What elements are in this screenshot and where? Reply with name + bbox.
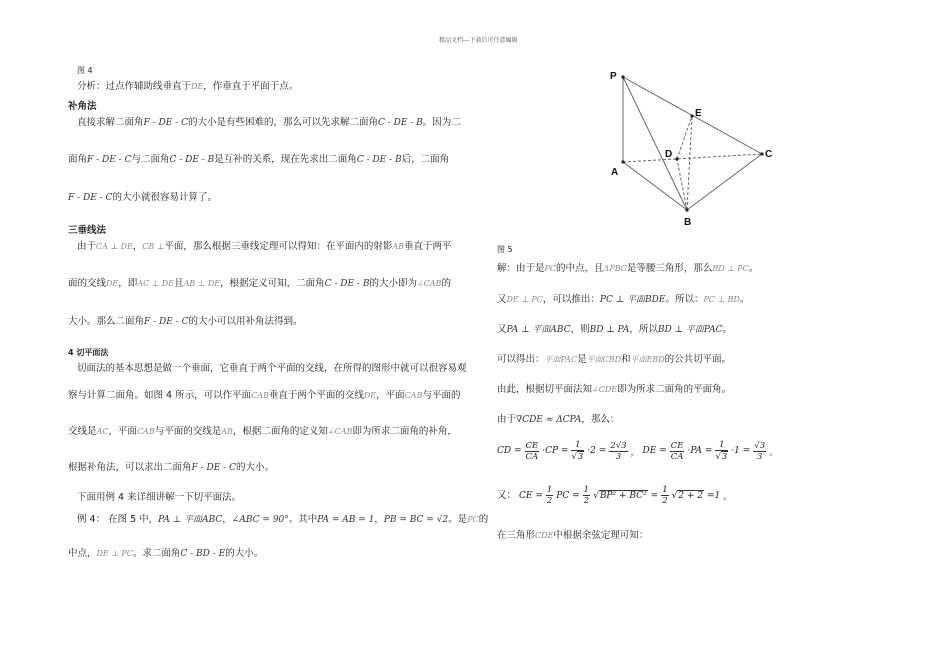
eq-text: ， — [630, 447, 640, 458]
math: 平面CBD — [586, 355, 621, 364]
math: C - DE - B — [324, 279, 370, 289]
solution-line-5 — [497, 383, 731, 396]
math: 平面PAC — [544, 355, 578, 364]
text: 后，二面角 — [401, 154, 450, 165]
math: DE ⊥ PC — [506, 295, 543, 304]
eq-text: PC = — [556, 490, 580, 501]
text: 由于 — [497, 414, 517, 425]
text: 即为所求二面角的补角， — [352, 426, 457, 437]
text: ，根据二面角的定义知 — [232, 426, 328, 437]
math: 平面EBD — [630, 355, 665, 364]
math: CDE — [535, 531, 554, 540]
text: 的公共切平面。 — [664, 354, 732, 365]
eq-text: DE = — [642, 446, 667, 456]
text: 例 4： 在图 5 中， — [77, 514, 159, 525]
point-C — [760, 152, 763, 155]
math: C - DE - B — [377, 118, 423, 128]
text: 由此，根据切平面法知 — [497, 384, 593, 395]
example-4-line-1 — [77, 513, 488, 527]
label-A: A — [611, 167, 619, 178]
text: 。 — [748, 263, 759, 274]
math: PC — [544, 264, 557, 273]
text: 与二面角 — [131, 154, 170, 165]
sqrt: BP² + BC² — [599, 491, 647, 501]
text: 的大小就很容易计算了。 — [112, 192, 217, 203]
numerator: 1 — [583, 485, 590, 495]
section-heading-sanchui: 三垂线法 — [68, 225, 107, 236]
math: PC ⊥ BD — [703, 295, 740, 304]
denominator: 2 — [546, 496, 553, 506]
edge-AB — [623, 162, 687, 210]
sqrt-expr: √2 + 2 — [671, 491, 704, 501]
text: 垂直于两平 — [404, 241, 452, 252]
eq-text: ， — [723, 492, 733, 502]
text: 大小。那么二面角 — [68, 316, 145, 327]
text: 。求二面角 — [132, 548, 181, 559]
math: BD ⊥ 平面PAC — [657, 325, 723, 335]
math: AC — [96, 427, 109, 436]
text: 又 — [497, 294, 507, 305]
fraction — [571, 440, 584, 462]
qie-line-1: 切面法的基本思想是做一个垂面，它垂直于两个平面的交线，在所得的图形中就可以很容易观 — [77, 363, 467, 374]
point-B — [685, 208, 688, 211]
denominator: √3 — [715, 452, 728, 462]
text: 。 — [739, 294, 750, 305]
text: ，则 — [570, 324, 590, 335]
eq-text: ·2 = — [587, 446, 607, 456]
math: F - DE - C — [143, 118, 188, 128]
numerator: 1 — [546, 485, 553, 495]
numerator: CE — [525, 440, 539, 451]
text: 的大小。 — [235, 462, 274, 473]
denominator: √3 — [571, 452, 584, 462]
text: 又 — [497, 324, 507, 335]
math: PA ⊥ 平面ABC — [506, 325, 571, 335]
math: AB — [392, 242, 405, 251]
text: ，所以 — [629, 324, 658, 335]
label-E: E — [695, 108, 702, 119]
text: 平面，那么根据三垂线定理可以得知：在平面内的射影 — [164, 241, 393, 252]
example-intro: 下面用例 4 来详细讲解一下切平面法。 — [77, 492, 242, 503]
math: AB ⊥ DE — [183, 279, 221, 288]
fraction — [670, 441, 685, 462]
point-P — [621, 75, 624, 78]
fraction — [546, 485, 553, 506]
qie-line-4 — [68, 461, 274, 475]
text: 和 — [621, 354, 631, 365]
text: 面角 — [68, 154, 88, 165]
denominator: 3 — [757, 451, 763, 462]
sanchui-line-1 — [77, 240, 452, 253]
text: 由于 — [77, 241, 97, 252]
label-D: D — [665, 149, 673, 160]
text: 的大小即为 — [369, 278, 417, 289]
math: ∠CAB — [416, 279, 442, 288]
text: 。是 — [448, 514, 468, 525]
qie-line-3 — [68, 425, 457, 438]
edge-AC — [623, 154, 762, 162]
text: 的大小是有些困难的，那么可以先求解二面角 — [187, 117, 378, 128]
analysis-line — [77, 80, 298, 93]
math: AB — [221, 427, 233, 436]
math: ∠ABC = 90° — [231, 515, 289, 525]
sqrt: 3 — [577, 452, 584, 462]
fraction — [661, 485, 668, 506]
math: BD ⊥ PC — [712, 264, 749, 273]
text: 面的交线 — [68, 278, 107, 289]
denominator: 2 — [583, 496, 590, 506]
figure-4-caption: 图 4 — [77, 66, 93, 75]
solution-line-7 — [497, 529, 648, 542]
sanchui-line-2 — [68, 277, 451, 291]
text: ，那么： — [581, 414, 620, 425]
text: 的中点，且 — [556, 263, 604, 274]
numerator: CE — [670, 440, 684, 451]
figure-5-caption: 图 5 — [497, 245, 513, 254]
eq-text: ·CP = — [542, 446, 569, 456]
math: AC ⊥ DE — [137, 279, 175, 288]
numerator: 1 — [571, 440, 584, 451]
math: ∠CDE — [592, 385, 618, 394]
fraction — [715, 440, 728, 462]
math: C - DE - B — [169, 155, 215, 165]
fraction — [609, 441, 627, 462]
label-B: B — [684, 217, 692, 228]
text: 与平面的交线是 — [154, 426, 222, 437]
eq-text: CD = — [497, 446, 522, 456]
solution-line-2 — [497, 293, 749, 307]
text: 中根据余弦定理可知： — [553, 530, 649, 541]
math: ∠CAB — [327, 427, 353, 436]
sqrt: 2 + 2 — [678, 491, 704, 501]
text: 是 — [577, 354, 587, 365]
denominator: 3 — [615, 451, 622, 462]
point-A — [621, 160, 624, 163]
text: ，根据定义可知，二面角 — [220, 278, 325, 289]
denominator: 2 — [662, 496, 668, 506]
text: 垂直于两个平面的交线 — [268, 390, 364, 401]
edge-BD — [677, 159, 687, 210]
text: 解：由于是 — [497, 263, 545, 274]
solution-line-3 — [497, 323, 732, 337]
math: CA ⊥ DE — [96, 242, 133, 251]
eq-text: 。 — [769, 447, 779, 458]
label-C: C — [765, 149, 773, 160]
math: CAB — [136, 427, 155, 436]
math: DE ⊥ PC — [96, 549, 133, 558]
math: PA ⊥ 平面ABC — [158, 515, 223, 525]
math: ∇CDE ≈ ΔCPA — [516, 415, 582, 425]
math: DE — [191, 82, 204, 91]
text: 中点， — [68, 548, 97, 559]
math: PA = AB = 1 — [317, 515, 375, 525]
label-P: P — [610, 71, 617, 82]
sqrt: 3 — [721, 452, 728, 462]
math: C - DE - B — [356, 155, 402, 165]
numerator: 1 — [662, 485, 668, 495]
point-D — [675, 157, 678, 160]
math: ΔPBC — [603, 264, 627, 273]
math: F - DE - C — [191, 463, 236, 473]
numerator: √3 — [754, 440, 766, 451]
text: 。所以： — [665, 294, 704, 305]
buji-line-2 — [68, 153, 449, 167]
text: ，平面 — [108, 426, 137, 437]
math: CAB — [404, 391, 423, 400]
text: ， — [132, 241, 143, 252]
buji-line-1 — [77, 116, 461, 130]
equation-ce — [497, 485, 732, 506]
math: PB = BC = √2 — [383, 515, 449, 525]
math: F - DE - C — [87, 155, 132, 165]
math: DE — [363, 391, 377, 400]
text: 是互补的关系，现在先求出二面角 — [214, 154, 357, 165]
math: F - DE - C — [144, 317, 189, 327]
section-heading-qiepingmian: 4 切平面法 — [68, 348, 109, 357]
text: 的 — [441, 278, 451, 289]
math: CB ⊥ — [142, 242, 165, 251]
text: ，作垂直于平面于点。 — [203, 81, 299, 92]
fraction — [583, 485, 590, 506]
math: PC — [467, 515, 479, 524]
eq-text: CE = — [519, 490, 543, 501]
text: 与平面的 — [422, 390, 461, 401]
math: BD ⊥ PA — [589, 325, 630, 335]
text: 交线是 — [68, 426, 97, 437]
numerator: 2√3 — [610, 440, 627, 451]
denominator: CA — [525, 451, 539, 462]
text: 的大小。 — [225, 548, 264, 559]
text: 在三角形 — [497, 530, 536, 541]
text: 。 — [722, 324, 733, 335]
denominator: CA — [670, 451, 684, 462]
example-4-line-2 — [68, 547, 263, 561]
buji-line-3 — [68, 191, 217, 205]
section-heading-buji: 补角法 — [68, 101, 97, 112]
figure-5-diagram — [600, 65, 790, 235]
text: 的大小可以用补角法得到。 — [188, 316, 303, 327]
fraction — [753, 441, 766, 462]
numerator: 1 — [715, 440, 728, 451]
page-header: 精品文档---下载后可任意编辑 — [439, 37, 518, 44]
math: DE — [106, 279, 119, 288]
text: 根据补角法，可以求出二面角 — [68, 462, 192, 473]
equation-cd-de — [497, 440, 778, 462]
text: 分析：过点作辅助线垂直于 — [77, 81, 192, 92]
eq-text: =1 — [707, 490, 721, 501]
text: ， — [222, 514, 232, 525]
eq-text: 又： — [497, 490, 517, 501]
eq-text: = — [650, 490, 659, 501]
text: 是等腰三角形，那么 — [626, 263, 713, 274]
text: 的 — [478, 514, 489, 525]
edge-BE — [687, 116, 692, 210]
text: 。其中 — [288, 514, 318, 525]
math: CAB — [251, 391, 269, 400]
text: 可以得出： — [497, 354, 545, 365]
edge-PB — [623, 77, 687, 210]
math: C - BD - E — [180, 549, 226, 559]
text: ， — [374, 514, 384, 525]
fraction — [525, 441, 540, 462]
sqrt-expr: √BP² + BC² — [593, 491, 647, 501]
point-E — [690, 114, 693, 117]
text: 且 — [174, 278, 184, 289]
solution-line-6 — [497, 413, 619, 427]
qie-line-2 — [68, 389, 460, 402]
math: PC ⊥ 平面BDE — [599, 295, 666, 305]
sanchui-line-3 — [68, 315, 302, 329]
text: ，即 — [118, 278, 138, 289]
text: 察与计算二面角。如图 4 所示，可以作平面 — [68, 390, 252, 401]
text: ，平面 — [376, 390, 405, 401]
text: 即为所求二面角的平面角。 — [617, 384, 732, 395]
edge-BC — [687, 154, 762, 210]
solution-line-4 — [497, 353, 731, 366]
solution-line-1 — [497, 262, 758, 275]
eq-text: ·1 = — [731, 446, 751, 456]
math: F - DE - C — [68, 193, 113, 203]
text: 。因为二 — [422, 117, 461, 128]
eq-text: ·PA = — [687, 446, 713, 456]
text: 直接求解二面角 — [77, 117, 144, 128]
text: ，可以推出： — [542, 294, 600, 305]
